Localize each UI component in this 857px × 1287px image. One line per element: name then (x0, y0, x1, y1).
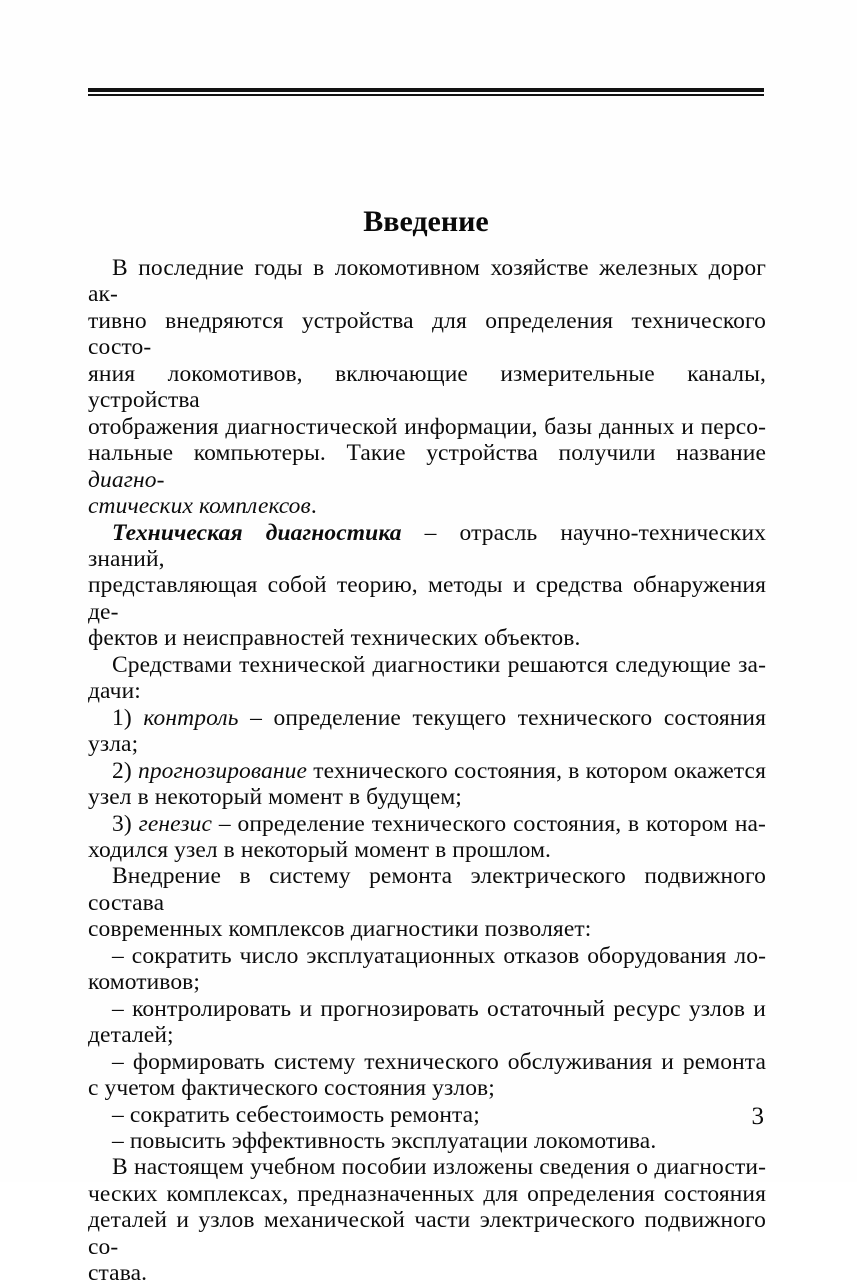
top-rule-thin-line (88, 94, 764, 96)
text-run: 1) (112, 704, 144, 731)
body-text (88, 255, 766, 1287)
text-run: узел в некоторый момент в будущем; (88, 784, 462, 811)
text-line (88, 493, 766, 519)
text-run: става. (88, 1260, 148, 1287)
text-run: – повысить эффективность эксплуатации локомотива. (112, 1127, 657, 1154)
text-line (88, 1128, 766, 1154)
text-run: – определение технического состояния, в котором на- (212, 810, 766, 837)
text-run: стических комплексов (88, 493, 311, 520)
text-run: контроль (143, 704, 239, 731)
text-run: Техническая диагностика (112, 519, 402, 546)
text-line (88, 361, 766, 414)
text-run: – отрасль научно-технических знаний, (88, 519, 766, 572)
text-line (88, 255, 766, 308)
text-run: – формировать систему технического обслуживания и ремонта (112, 1048, 766, 1075)
text-line (88, 678, 766, 704)
text-run: фектов и неисправностей технических объектов. (88, 625, 581, 652)
text-line (88, 943, 766, 969)
text-line (88, 837, 766, 863)
text-line (88, 572, 766, 625)
page-title: Введение (363, 205, 489, 238)
text-line (88, 1154, 766, 1180)
text-line (88, 1022, 766, 1048)
text-line (88, 1075, 766, 1101)
text-run: прогнозирование (137, 757, 308, 784)
text-run: представляющая собой теорию, методы и средства обнаружения де- (88, 572, 766, 625)
text-line (88, 784, 766, 810)
text-line (88, 308, 766, 361)
page-number: 3 (751, 1103, 764, 1130)
text-run: яния локомотивов, включающие измерительные каналы, устройства (88, 360, 766, 414)
text-run: генезис (138, 810, 213, 837)
text-run: ходился узел в некоторый момент в прошлом. (88, 836, 552, 863)
text-run: ческих комплексах, предназначенных для определения состояния (88, 1180, 766, 1207)
text-run: деталей и узлов механической части электрического подвижного со- (88, 1207, 766, 1260)
top-rule-thick-line (88, 88, 764, 92)
text-line (88, 969, 766, 995)
text-line (88, 811, 766, 837)
text-run: В последние годы в локомотивном хозяйстве железных дорог ак- (88, 255, 766, 308)
text-run: В настоящем учебном пособии изложены сведения о диагности- (112, 1154, 766, 1181)
text-run: 2) (112, 757, 138, 784)
text-line (88, 1260, 766, 1286)
text-run: тивно внедряются устройства для определения технического состо- (88, 307, 766, 361)
text-run: комотивов; (88, 969, 200, 996)
text-line (88, 863, 766, 916)
text-run: современных комплексов диагностики позволяет: (88, 916, 592, 943)
text-run: – контролировать и прогнозировать остаточный ресурс узлов и (112, 995, 766, 1022)
text-line (88, 1049, 766, 1075)
text-run: отображения диагностической информации, базы данных и персо- (88, 413, 766, 440)
text-run: диагно- (88, 466, 165, 493)
text-line (88, 414, 766, 440)
text-run: дачи: (88, 678, 141, 705)
text-run: Средствами технической диагностики решаются следующие за- (112, 651, 766, 678)
text-line (88, 705, 766, 758)
text-run: нальные компьютеры. Такие устройства получили название (88, 440, 766, 467)
text-run: Внедрение в систему ремонта электрического подвижного состава (88, 863, 766, 916)
text-run: . (310, 493, 317, 520)
top-double-rule (88, 88, 764, 96)
text-run: технического состояния, в котором окажется (307, 757, 766, 784)
text-line (88, 996, 766, 1022)
text-line (88, 520, 766, 573)
text-line (88, 652, 766, 678)
text-line (88, 625, 766, 651)
text-line (88, 758, 766, 784)
text-run: деталей; (88, 1022, 174, 1049)
text-run: 3) (112, 810, 139, 837)
text-line (88, 916, 766, 942)
text-run: – сократить себестоимость ремонта; (112, 1101, 480, 1128)
text-run: с учетом фактического состояния узлов; (88, 1075, 495, 1102)
text-line (88, 440, 766, 493)
text-line (88, 1207, 766, 1260)
text-run: – сократить число эксплуатационных отказов оборудования ло- (112, 942, 766, 969)
text-line (88, 1102, 766, 1128)
text-line (88, 1181, 766, 1207)
text-run: – определение текущего технического состояния узла; (88, 704, 766, 758)
